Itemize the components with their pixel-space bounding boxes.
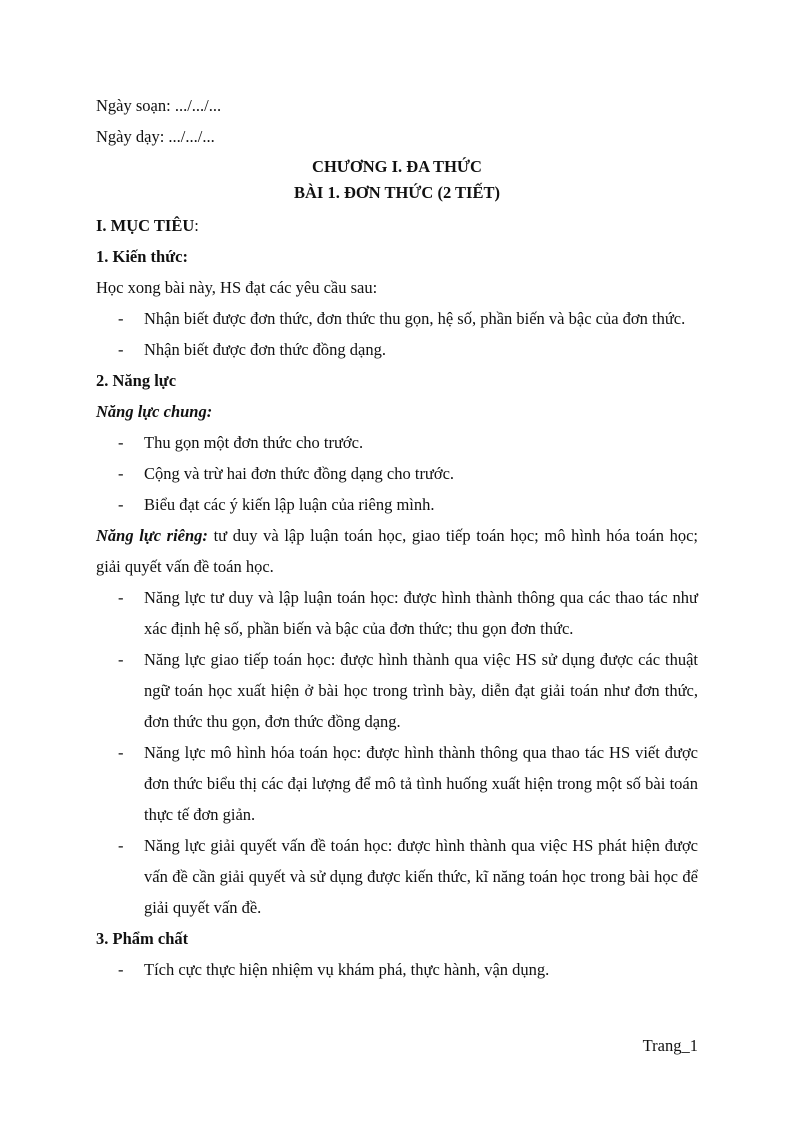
- knowledge-heading: 1. Kiến thức:: [96, 247, 188, 266]
- dash-bullet: -: [118, 309, 124, 328]
- dash-bullet: -: [118, 960, 124, 979]
- list-item-text: Nhận biết được đơn thức đồng dạng.: [144, 340, 386, 359]
- dash-bullet: -: [118, 836, 124, 855]
- page-number: Trang_1: [642, 1036, 698, 1055]
- list-item: [96, 334, 698, 365]
- list-item: [96, 427, 698, 458]
- dash-bullet: -: [118, 588, 124, 607]
- specific-competence-paragraph: [96, 520, 698, 582]
- lesson-title: BÀI 1. ĐƠN THỨC (2 TIẾT): [294, 183, 500, 202]
- competence-heading: 2. Năng lực: [96, 371, 177, 390]
- list-item-text: Cộng và trừ hai đơn thức đồng dạng cho trước.: [144, 464, 455, 483]
- list-item: [96, 458, 698, 489]
- dash-bullet: -: [118, 650, 124, 669]
- list-item-text: Năng lực mô hình hóa toán học: được hình thành thông qua thao tác HS viết được đơn thức biểu thị các đại lượng để mô tả tình huống xuất hiện trong một số bài toán thực tế đơn giản.: [144, 743, 698, 824]
- knowledge-intro: Học xong bài này, HS đạt các yêu cầu sau:: [96, 278, 378, 297]
- specific-competence-list: [96, 582, 698, 923]
- specific-competence-label: Năng lực riêng:: [96, 526, 208, 545]
- dash-bullet: -: [118, 433, 124, 452]
- objectives-heading-text: I. MỤC TIÊU: [96, 216, 195, 235]
- dash-bullet: -: [118, 495, 124, 514]
- list-item-text: Năng lực giao tiếp toán học: được hình thành qua việc HS sử dụng được các thuật ngữ toán học xuất hiện ở bài học trong trình bày, diễn đạt giải toán như đơn thức, đơn thức thu gọn, đơn thức đồng dạng.: [144, 650, 698, 731]
- dash-bullet: -: [118, 340, 124, 359]
- objectives-heading-colon: :: [194, 216, 199, 235]
- date-taught: Ngày dạy: .../.../...: [96, 127, 215, 146]
- document-page: [96, 90, 698, 985]
- list-item-text: Tích cực thực hiện nhiệm vụ khám phá, thực hành, vận dụng.: [144, 960, 550, 979]
- quality-heading: 3. Phẩm chất: [96, 929, 189, 948]
- quality-list: [96, 954, 698, 985]
- chapter-title: CHƯƠNG I. ĐA THỨC: [312, 157, 482, 176]
- list-item-text: Năng lực giải quyết vấn đề toán học: được hình thành qua việc HS phát hiện được vấn đề cần giải quyết và sử dụng được kiến thức, kĩ năng toán học trong bài học để giải quyết vấn đề.: [144, 836, 698, 917]
- list-item-text: Năng lực tư duy và lập luận toán học: được hình thành thông qua các thao tác như xác định hệ số, phần biến và bậc của đơn thức; thu gọn đơn thức.: [144, 588, 698, 638]
- dash-bullet: -: [118, 743, 124, 762]
- specific-competence-text: tư duy và lập luận toán học, giao tiếp toán học; mô hình hóa toán học; giải quyết vấn đề toán học.: [96, 526, 698, 576]
- list-item: [96, 737, 698, 830]
- general-competence-label: Năng lực chung:: [96, 402, 213, 421]
- list-item-text: Nhận biết được đơn thức, đơn thức thu gọn, hệ số, phần biến và bậc của đơn thức.: [144, 309, 686, 328]
- list-item: [96, 830, 698, 923]
- list-item-text: Biểu đạt các ý kiến lập luận của riêng mình.: [144, 495, 435, 514]
- list-item: [96, 644, 698, 737]
- list-item: [96, 954, 698, 985]
- dash-bullet: -: [118, 464, 124, 483]
- list-item: [96, 303, 698, 334]
- date-prepared: Ngày soạn: .../.../...: [96, 96, 222, 115]
- section-objectives-heading: [96, 210, 698, 241]
- knowledge-list: [96, 303, 698, 365]
- list-item-text: Thu gọn một đơn thức cho trước.: [144, 433, 364, 452]
- list-item: [96, 582, 698, 644]
- list-item: [96, 489, 698, 520]
- general-competence-list: [96, 427, 698, 520]
